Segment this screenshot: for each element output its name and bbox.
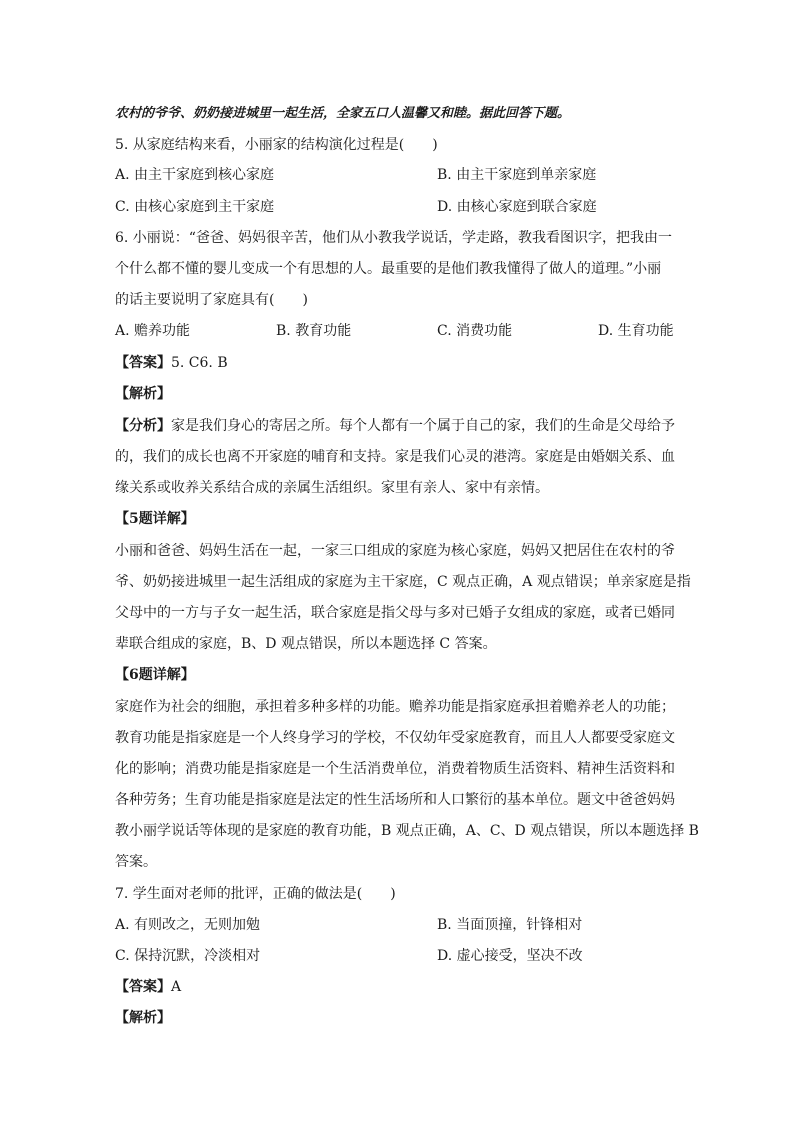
q5-detail-line-3: 父母中的一方与子女一起生活，联合家庭是指父母与多对已婚子女组成的家庭，或者已婚同 (115, 605, 675, 621)
q6-detail-line-2: 教育功能是指家庭是一个人终身学习的学校，不仅幼年受家庭教育，而且人人都要受家庭文 (115, 730, 675, 746)
q7-option-a: A. 有则改之，无则加勉 (115, 917, 261, 933)
q6-stem-line-3: 的话主要说明了家庭具有( ) (115, 292, 308, 308)
analysis-tag: 【解析】 (115, 386, 171, 402)
q6-option-d: D. 生育功能 (598, 323, 674, 339)
answer-text: 5. C6. B (171, 355, 228, 371)
answer-tag: 【答案】 (115, 355, 171, 371)
fenxi-tag: 【分析】 (115, 418, 171, 434)
q5-option-d: D. 由核心家庭到联合家庭 (437, 199, 597, 215)
q5-detail-tag: 【5题详解】 (115, 511, 195, 527)
analysis-7-tag: 【解析】 (115, 1010, 171, 1026)
q6-option-b: B. 教育功能 (276, 323, 352, 339)
q5-detail-line-1: 小丽和爸爸、妈妈生活在一起，一家三口组成的家庭为核心家庭，妈妈又把居住在农村的爷 (115, 543, 675, 559)
answer-7-tag: 【答案】 (115, 979, 171, 995)
q5-detail-line-2: 爷、奶奶接进城里一起生活组成的家庭为主干家庭，C 观点正确，A 观点错误；单亲家庭是指 (115, 574, 691, 590)
q6-detail-line-6: 答案。 (115, 854, 157, 870)
fenxi-line-2: 的，我们的成长也离不开家庭的哺育和支持。家是我们心灵的港湾。家庭是由婚姻关系、血 (115, 449, 675, 465)
answer-7-text: A (171, 979, 182, 995)
answer-5-6 (115, 353, 680, 373)
q6-stem-line-2: 个什么都不懂的婴儿变成一个有思想的人。最重要的是他们教我懂得了做人的道理。”小丽 (115, 261, 662, 277)
q7-option-c: C. 保持沉默，冷淡相对 (115, 948, 261, 964)
fenxi-first: 家是我们身心的寄居之所。每个人都有一个属于自己的家，我们的生命是父母给予 (171, 418, 675, 434)
q6-detail-tag: 【6题详解】 (115, 667, 195, 683)
q5-option-b: B. 由主干家庭到单亲家庭 (437, 167, 597, 183)
answer-7 (115, 977, 680, 997)
q5-detail-line-4: 辈联合组成的家庭，B、D 观点错误，所以本题选择 C 答案。 (115, 636, 497, 652)
q6-option-c: C. 消费功能 (437, 323, 513, 339)
q7-option-d: D. 虚心接受，坚决不改 (437, 948, 583, 964)
q7-stem: 7. 学生面对老师的批评，正确的做法是( ) (115, 886, 396, 902)
q5-stem: 5. 从家庭结构来看，小丽家的结构演化过程是( ) (115, 137, 438, 153)
q5-option-c: C. 由核心家庭到主干家庭 (115, 199, 275, 215)
q6-detail-line-3: 化的影响；消费功能是指家庭是一个生活消费单位，消费着物质生活资料、精神生活资料和 (115, 761, 675, 777)
q6-stem-line-1: 6. 小丽说：“爸爸、妈妈很辛苦，他们从小教我学说话，学走路，教我看图识字，把我由一 (115, 230, 672, 246)
q7-option-b: B. 当面顶撞，针锋相对 (437, 917, 583, 933)
fenxi-line-3: 缘关系或收养关系结合成的亲属生活组织。家里有亲人、家中有亲情。 (115, 480, 549, 496)
q6-detail-line-5: 教小丽学说话等体现的是家庭的教育功能，B 观点正确，A、C、D 观点错误，所以本题选择 B (115, 823, 699, 839)
intro-line: 农村的爷爷、奶奶接进城里一起生活，全家五口人温馨又和睦。据此回答下题。 (115, 106, 571, 121)
q6-detail-line-4: 各种劳务；生育功能是指家庭是法定的性生活场所和人口繁衍的基本单位。题文中爸爸妈妈 (115, 792, 675, 808)
q6-detail-line-1: 家庭作为社会的细胞，承担着多种多样的功能。赡养功能是指家庭承担着赡养老人的功能； (115, 699, 675, 715)
q5-option-a: A. 由主干家庭到核心家庭 (115, 167, 275, 183)
q6-option-a: A. 赡养功能 (115, 323, 191, 339)
fenxi-line-1 (115, 416, 680, 436)
